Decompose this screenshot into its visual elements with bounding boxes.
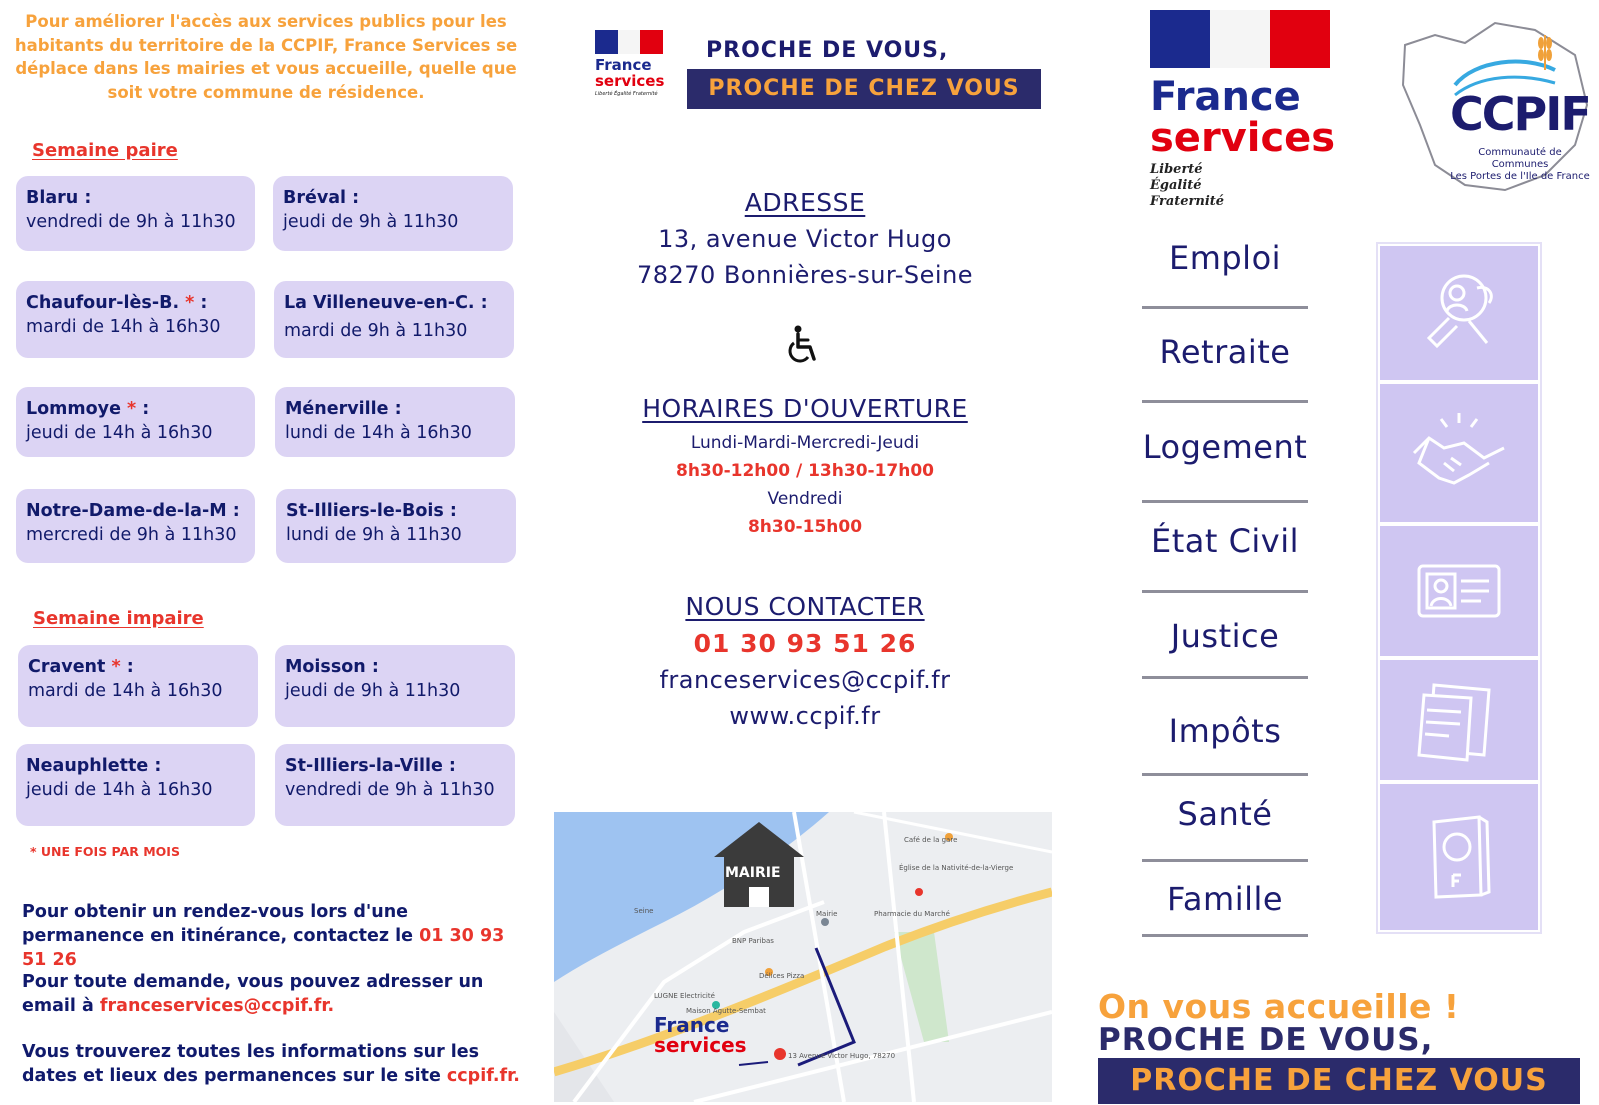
map-label: BNP Paribas [732, 937, 774, 945]
map-label: Église de la Nativité-de-la-Vierge [899, 864, 1014, 872]
odd-week-title: Semaine impaire [33, 608, 204, 629]
service-divider [1142, 400, 1308, 403]
france-services-logo-large: France services Liberté Égalité Fraternité [1150, 10, 1330, 210]
intro-text: Pour améliorer l'accès aux services publics pour les habitants du territoire de la CCPIF, France Services se déplace dans les mairies et vous accueille, quelle que soit votre commune de résidence. [14, 12, 518, 102]
service-icons-column [1376, 242, 1542, 934]
even-week-title: Semaine paire [32, 140, 178, 161]
service-justice: Justice [1170, 617, 1280, 655]
service-divider [1142, 590, 1308, 593]
ccpif-logo [1395, 15, 1595, 200]
permanence-card: St-Illiers-la-Ville : vendredi de 9h à 11h30 [275, 744, 515, 826]
map-label: Délices Pizza [759, 972, 805, 980]
schedule-text: mardi de 14h à 16h30 [28, 681, 223, 701]
permanence-card: Notre-Dame-de-la-M : mercredi de 9h à 11h30 [16, 489, 255, 563]
schedule-text: vendredi de 9h à 11h30 [285, 780, 495, 800]
service-impots: Impôts [1168, 712, 1282, 750]
email-link[interactable]: franceservices@ccpif.fr. [99, 996, 335, 1016]
service-divider [1142, 306, 1308, 309]
wheelchair-icon [784, 325, 820, 365]
schedule-text: lundi de 14h à 16h30 [285, 423, 472, 443]
address-block [600, 188, 1010, 289]
schedule-text: mardi de 14h à 16h30 [26, 317, 221, 337]
schedule-text: vendredi de 9h à 11h30 [26, 212, 236, 232]
service-divider [1142, 676, 1308, 679]
map-label: Seine [634, 907, 654, 915]
permanence-card: Lommoye * : jeudi de 14h à 16h30 [16, 387, 255, 457]
permanence-card: Cravent * : mardi de 14h à 16h30 [18, 645, 258, 727]
service-divider [1142, 859, 1308, 862]
map-label: Café de la gare [904, 836, 958, 844]
france-services-logo-small: France services Liberté Égalité Fraternité [595, 30, 667, 97]
map-label: Pharmacie du Marché [874, 910, 950, 918]
schedule-text: mercredi de 9h à 11h30 [26, 525, 237, 545]
website-paragraph: Vous trouverez toutes les informations sur les dates et lieux des permanences sur le site ccpif.fr. [22, 1042, 520, 1086]
permanence-card: St-Illiers-le-Bois : lundi de 9h à 11h30 [276, 489, 516, 563]
permanence-card: Ménerville : lundi de 14h à 16h30 [275, 387, 515, 457]
service-retraite: Retraite [1159, 333, 1291, 371]
appointment-paragraph: Pour obtenir un rendez-vous lors d'une permanence en itinérance, contactez le 01 30 93 51 26 [22, 902, 505, 970]
service-divider [1142, 773, 1308, 776]
slogan-top: PROCHE DE VOUS, [706, 38, 949, 63]
address-line: 78270 Bonnières-sur-Seine [636, 261, 974, 289]
map-label: 13 Avenue Victor Hugo, 78270 [788, 1052, 896, 1060]
hours-days: Vendredi [767, 489, 843, 509]
permanence-card: Neauphlette : jeudi de 14h à 16h30 [16, 744, 255, 826]
email-address[interactable]: franceservices@ccpif.fr [659, 666, 951, 694]
service-divider [1142, 934, 1308, 937]
welcome-heading: On vous accueille ! [1098, 987, 1460, 1026]
map-label: Maison Agutte-Sembat [686, 1007, 766, 1015]
website-link[interactable]: ccpif.fr. [446, 1066, 520, 1086]
bottom-slogan-banner: PROCHE DE CHEZ VOUS [1098, 1058, 1580, 1104]
permanence-card: Blaru : vendredi de 9h à 11h30 [16, 176, 255, 251]
email-paragraph: Pour toute demande, vous pouvez adresser un email à franceservices@ccpif.fr. [22, 972, 484, 1016]
documents-icon [1380, 660, 1538, 780]
ccpif-wordmark: CCPIF [1450, 87, 1590, 141]
permanence-card: La Villeneuve-en-C. : mardi de 9h à 11h30 [274, 281, 514, 358]
marianne-flag-icon [595, 30, 663, 54]
schedule-text: mardi de 9h à 11h30 [284, 321, 468, 341]
slogan-banner: PROCHE DE CHEZ VOUS [687, 69, 1041, 109]
service-emploi: Emploi [1168, 239, 1282, 277]
marianne-flag-icon [1150, 10, 1330, 68]
schedule-text: jeudi de 14h à 16h30 [26, 780, 213, 800]
schedule-text: jeudi de 14h à 16h30 [26, 423, 213, 443]
address-line: 13, avenue Victor Hugo [658, 225, 952, 253]
permanence-card: Bréval : jeudi de 9h à 11h30 [273, 176, 513, 251]
service-famille: Famille [1166, 880, 1284, 918]
hours-time: 8h30-12h00 / 13h30-17h00 [676, 461, 934, 481]
hours-days: Lundi-Mardi-Mercredi-Jeudi [690, 433, 920, 453]
phone-number[interactable]: 01 30 93 51 26 [693, 629, 917, 658]
hours-block [600, 394, 1010, 541]
job-search-icon [1380, 246, 1538, 380]
address-title: ADRESSE [744, 188, 866, 217]
map-mairie-label: MAIRIE [725, 865, 781, 881]
website-url[interactable]: www.ccpif.fr [729, 702, 881, 730]
permanence-card: Chaufour-lès-B. * : mardi de 14h à 16h30 [16, 281, 255, 358]
service-divider [1142, 500, 1308, 503]
schedule-text: lundi de 9h à 11h30 [286, 525, 462, 545]
footnote: * UNE FOIS PAR MOIS [30, 844, 180, 859]
schedule-text: jeudi de 9h à 11h30 [285, 681, 461, 701]
service-logement: Logement [1142, 428, 1308, 466]
map-label: LUGNE Electricité [654, 992, 715, 1000]
map-france-services-label: France services [654, 1013, 747, 1057]
ccpif-subtitle: Communauté de Communes Les Portes de l'Ile de France [1450, 147, 1590, 182]
contact-block [600, 592, 1010, 730]
hours-title: HORAIRES D'OUVERTURE [642, 394, 968, 423]
location-map[interactable] [554, 812, 1052, 1102]
passport-icon [1380, 784, 1538, 930]
service-etat-civil: État Civil [1150, 522, 1300, 560]
bottom-slogan-top: PROCHE DE VOUS, [1098, 1022, 1434, 1058]
appointment-phone[interactable]: 01 30 93 51 26 [22, 926, 505, 970]
handshake-icon [1380, 384, 1538, 522]
schedule-text: jeudi de 9h à 11h30 [283, 212, 459, 232]
hours-time: 8h30-15h00 [747, 517, 863, 537]
map-label: Mairie [816, 910, 838, 918]
permanence-card: Moisson : jeudi de 9h à 11h30 [275, 645, 515, 727]
id-card-icon [1380, 526, 1538, 656]
contact-title: NOUS CONTACTER [685, 592, 925, 621]
service-sante: Santé [1177, 795, 1273, 833]
